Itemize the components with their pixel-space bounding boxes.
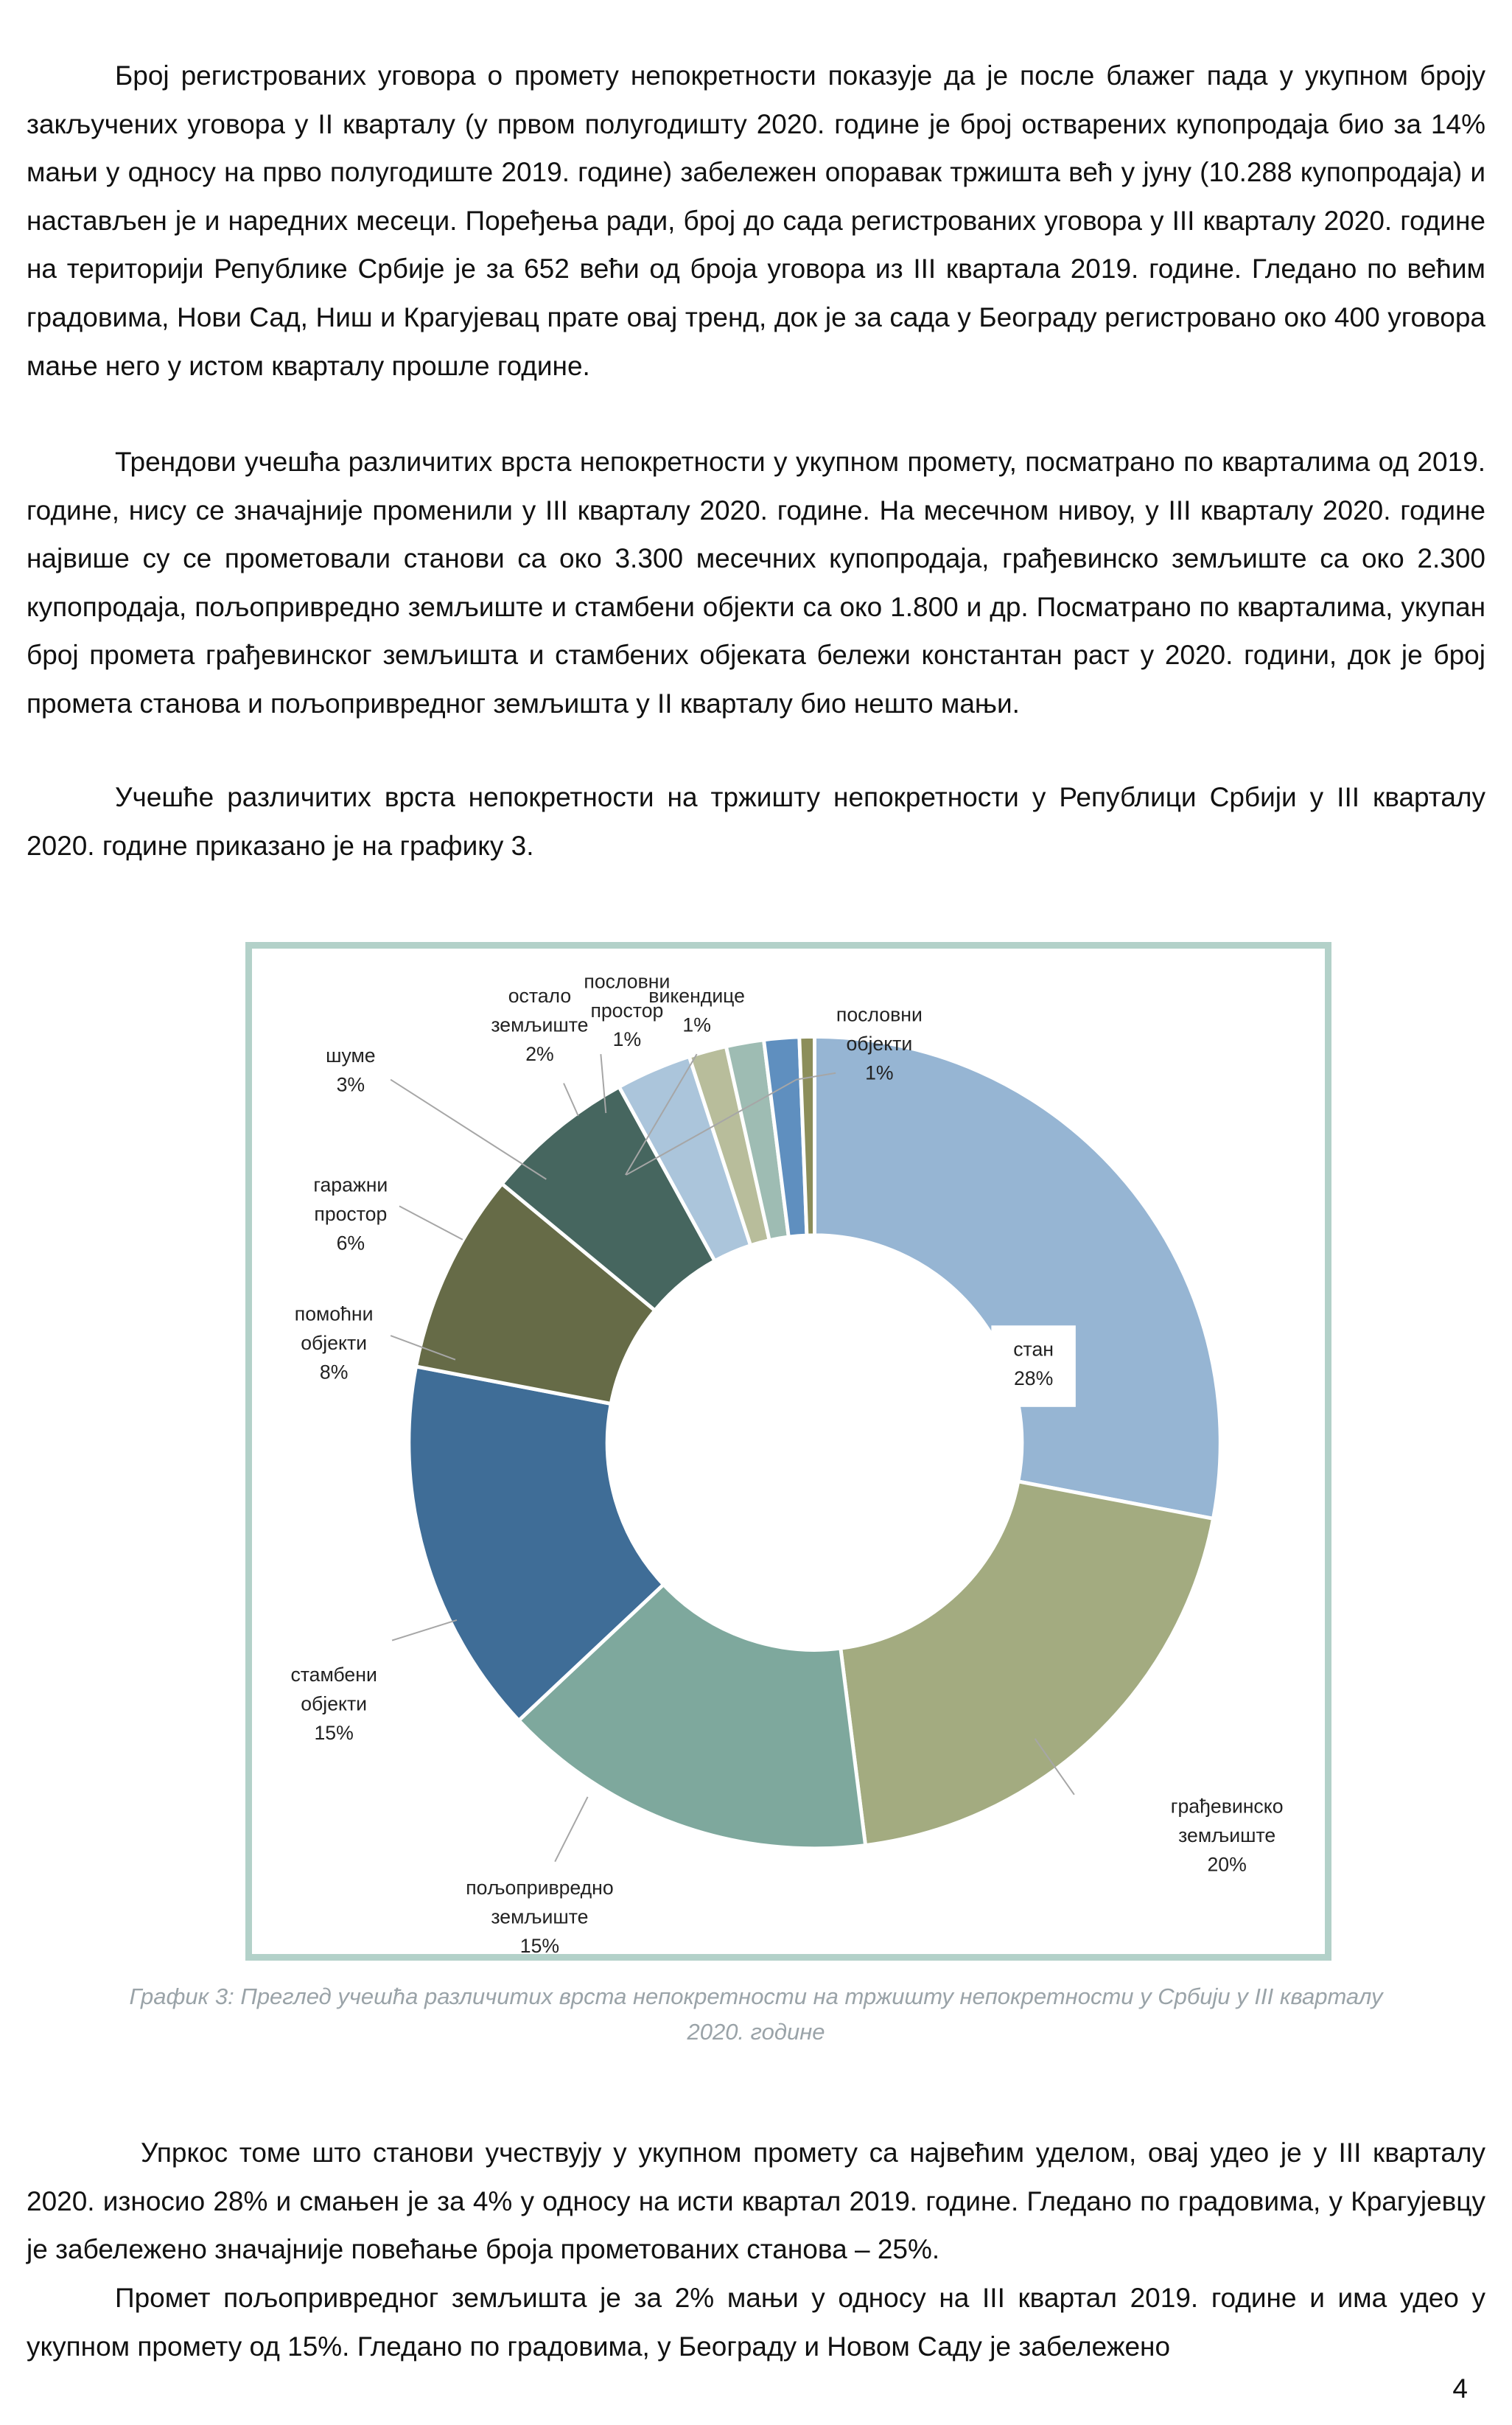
paragraph-1-text: Број регистрованих уговора о промету непокретности показује да је после блажег пада у укупном броју закључених уговора у II кварталу (у првом полугодишту 2020. године је број остварених купопродаја био за 14% мањи у односу на прво полугодиште 2019. године) забележен опоравак тржишта већ у јуну (10.288 купопродаја) и настављен је и наредних месеци. Поређења ради, број до сада регистрованих уговора у III кварталу 2020. године на територији Републике Србије је за 652 већи од броја уговора из III квартала 2019. године. Гледано по већим градовима, Нови Сад, Ниш и Крагујевац прате овај тренд, док је за сада у Београду регистровано око 400 уговора мање него у истом кварталу прошле године. <box>27 60 1485 381</box>
leader-line-5 <box>399 1206 463 1239</box>
data-label-3: стамбени објекти 15% <box>290 1663 377 1744</box>
leader-line-6 <box>391 1080 546 1179</box>
chart-caption: График 3: Преглед учешћа различитих врста непокретности на тржишту непокретности у Србији у III кварталу 2020. године <box>129 1983 1383 2045</box>
data-label-2: пољопривредно земљиште 15% <box>466 1877 614 1954</box>
paragraph-4 <box>27 2129 1485 2274</box>
data-label-4: помоћни објекти 8% <box>294 1302 374 1384</box>
data-label-0: стан 28% <box>1013 1338 1054 1390</box>
data-label-5: гаражни простор 6% <box>313 1173 388 1255</box>
data-label-7: остало земљиште 2% <box>491 985 589 1065</box>
paragraph-2 <box>27 438 1485 728</box>
paragraph-1 <box>27 52 1485 390</box>
paragraph-3 <box>27 773 1485 870</box>
leader-line-3 <box>392 1620 457 1641</box>
leader-line-7 <box>564 1084 578 1116</box>
paragraph-5 <box>27 2274 1485 2370</box>
donut-chart <box>252 949 1325 1954</box>
paragraph-4-text: Упркос томе што станови учествују у укупном промету са највећим уделом, овај удео је у III кварталу 2020. износио 28% и смањен је за 4% у односу на исти квартал 2019. године. Гледано по градовима, у Крагујевцу је забележено значајније повећање броја прометованих станова – 25%. <box>27 2138 1485 2265</box>
donut-slice-0 <box>815 1036 1221 1518</box>
data-label-8: пословни простор 1% <box>584 970 671 1051</box>
donut-slice-1 <box>841 1482 1214 1846</box>
data-label-1: грађевинско земљиште 20% <box>1170 1795 1284 1876</box>
data-label-10: пословни објекти 1% <box>836 1003 923 1084</box>
paragraph-3-text: Учешће различитих врста непокретности на тржишту непокретности у Републици Србији у III кварталу 2020. године приказано је на графику 3. <box>27 782 1485 861</box>
data-label-6: шуме 3% <box>326 1044 376 1096</box>
paragraph-2-text: Трендови учешћа различитих врста непокретности у укупном промету, посматрано по кварталима од 2019. године, нису се значајније променили у III кварталу 2020. године. На месечном нивоу, у III кварталу 2020. године највише су се прометовали станови са око 3.300 месечних купопродаја, грађевинско земљиште са око 2.300 купопродаја, пољопривредно земљиште и стамбени објекти са око 1.800 и др. Посматрано по кварталима, укупан број промета грађевинског земљишта и стамбених објеката бележи константан раст у 2020. години, док је број промета станова и пољопривредног земљишта у II кварталу био нешто мањи. <box>27 447 1485 719</box>
leader-line-2 <box>555 1797 587 1862</box>
donut-chart-frame <box>245 942 1331 1961</box>
paragraph-5-text: Промет пољопривредног земљишта је за 2% мањи у односу на III квартал 2019. године и има удео у укупном промету од 15%. Гледано по градовима, у Београду и Новом Саду је забележено <box>27 2283 1485 2362</box>
page-number: 4 <box>1452 2373 1468 2404</box>
data-label-9: викендице 1% <box>648 985 745 1036</box>
